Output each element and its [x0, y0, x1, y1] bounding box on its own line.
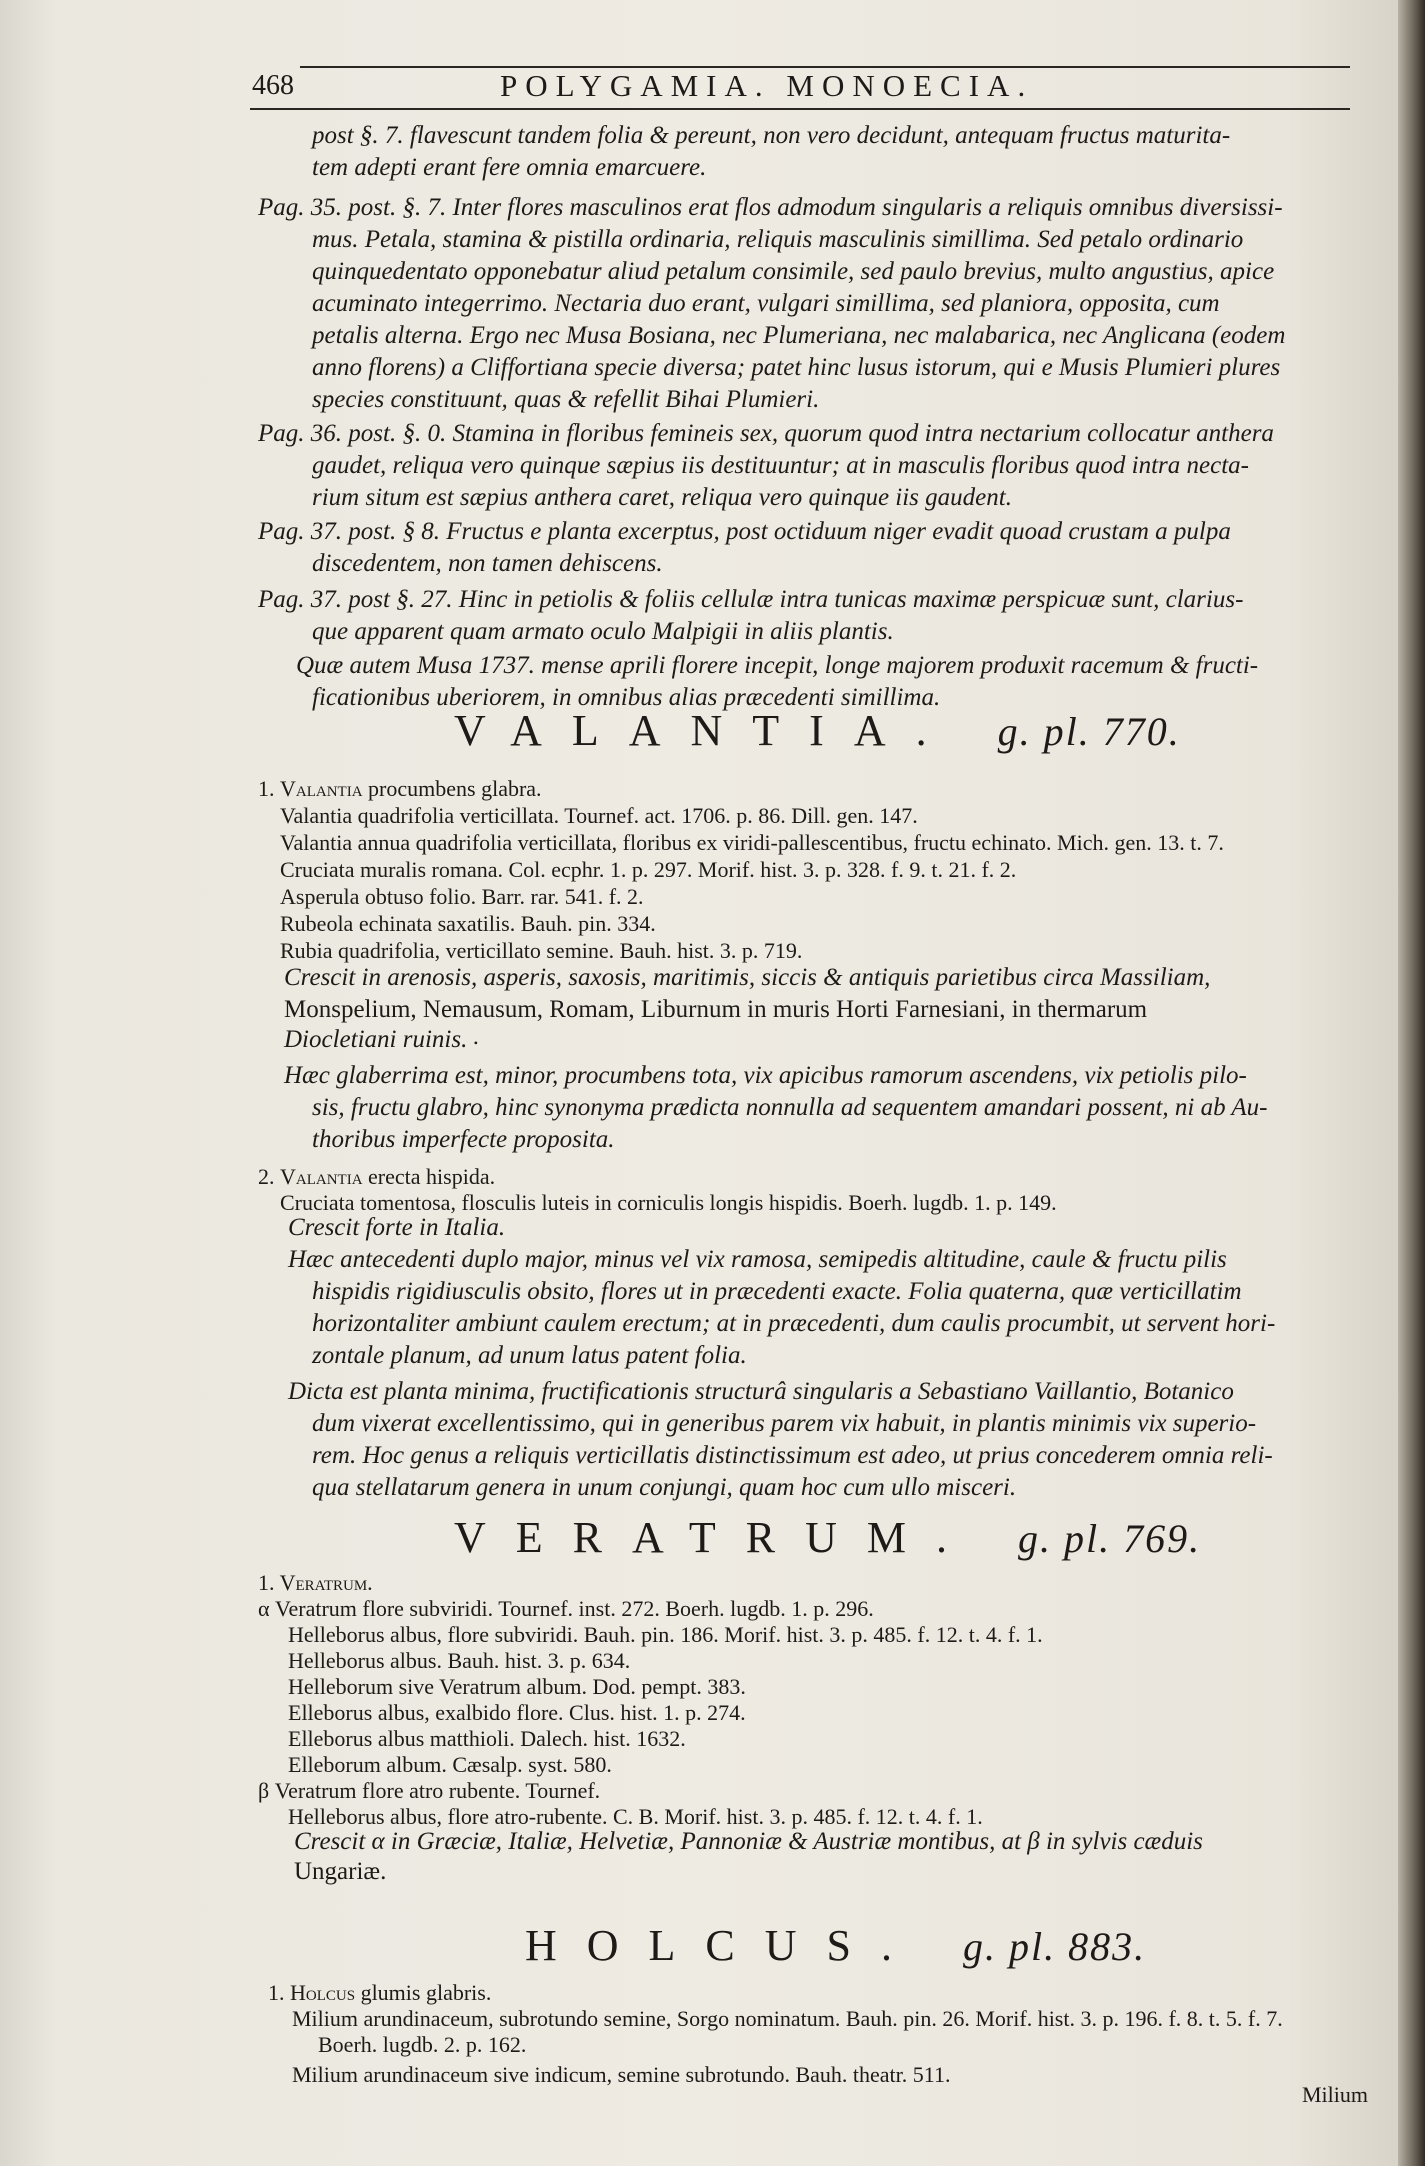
synonym-line: Rubia quadrifolia, verticillato semine. Bauh. hist. 3. p. 719.	[280, 938, 803, 963]
text-line: post §. 7. flavescunt tandem folia & pereunt, non vero decidunt, antequam fructus maturita-	[312, 122, 1231, 149]
text-line: Pag. 37. post. § 8. Fructus e planta excerptus, post octiduum niger evadit quoad crustam a pulpa	[258, 518, 1231, 545]
synonym-line: Asperula obtuso folio. Barr. rar. 541. f. 2.	[280, 884, 644, 909]
page-number: 468	[252, 70, 294, 101]
habitat-line: Crescit in arenosis, asperis, saxosis, maritimis, siccis & antiquis parietibus circa Massiliam,	[284, 964, 1211, 991]
book-gutter-edge	[1398, 0, 1425, 2166]
species-heading: 1. Holcus glumis glabris.	[268, 1980, 492, 2005]
text-line: discedentem, non tamen dehiscens.	[312, 550, 663, 577]
text-line: anno florens) a Cliffortiana specie diversa; patet hinc lusus istorum, qui e Musis Plumieri plures	[312, 354, 1281, 381]
description-line: Hæc glaberrima est, minor, procumbens tota, vix apicibus ramorum ascendens, vix petiolis pilo-	[284, 1062, 1247, 1089]
genus-heading: HOLCUS. g. pl. 883.	[525, 1921, 1147, 1970]
genus-heading: VERATRUM. g. pl. 769.	[454, 1513, 1202, 1562]
species-heading: 1. Veratrum.	[258, 1570, 373, 1595]
description-line: rem. Hoc genus a reliquis verticillatis distinctissimum est adeo, ut prius concederem omnia reli-	[312, 1442, 1273, 1469]
synonym-line: β Veratrum flore atro rubente. Tournef.	[258, 1778, 601, 1803]
synonym-line: Milium arundinaceum, subrotundo semine, Sorgo nominatum. Bauh. pin. 26. Morif. hist. 3. p. 196. f. 8. t. 5. f. 7.	[292, 2006, 1283, 2031]
synonym-line: Elleborus albus matthioli. Dalech. hist. 1632.	[288, 1726, 686, 1751]
habitat-line: Ungariæ.	[294, 1858, 387, 1885]
description-line: hispidis rigidiusculis obsito, flores ut in præcedenti exacte. Folia quaterna, quæ verticillatim	[312, 1278, 1242, 1305]
text-line: Pag. 37. post §. 27. Hinc in petiolis & foliis cellulæ intra tunicas maximæ perspicuæ sunt, clarius-	[258, 586, 1244, 613]
synonym-line: Boerh. lugdb. 2. p. 162.	[318, 2032, 527, 2057]
text-line: Pag. 35. post. §. 7. Inter flores masculinos erat flos admodum singularis a reliquis omnibus diversissi-	[258, 194, 1283, 221]
description-line: Hæc antecedenti duplo major, minus vel vix ramosa, semipedis altitudine, caule & fructu pilis	[288, 1246, 1227, 1273]
header-rule-bottom	[250, 108, 1350, 110]
synonym-line: Cruciata muralis romana. Col. ecphr. 1. p. 297. Morif. hist. 3. p. 328. f. 9. t. 21. f. 2.	[280, 857, 1017, 882]
synonym-line: Helleborus albus. Bauh. hist. 3. p. 634.	[288, 1648, 631, 1673]
synonym-line: Cruciata tomentosa, flosculis luteis in corniculis longis hispidis. Boerh. lugdb. 1. p. 149.	[280, 1190, 1057, 1215]
species-heading: 1. Valantia procumbens glabra.	[258, 776, 542, 801]
text-line: que apparent quam armato oculo Malpigii in aliis plantis.	[312, 618, 894, 645]
habitat-line: Diocletiani ruinis. •	[284, 1026, 478, 1053]
text-line: tem adepti erant fere omnia emarcuere.	[312, 154, 707, 181]
synonym-line: Elleborum album. Cæsalp. syst. 580.	[288, 1752, 612, 1777]
synonym-line: Helleborum sive Veratrum album. Dod. pempt. 383.	[288, 1674, 746, 1699]
text-line: Quæ autem Musa 1737. mense aprili florere incepit, longe majorem produxit racemum & fructi-	[296, 652, 1259, 679]
description-line: horizontaliter ambiunt caulem erectum; at in præcedenti, dum caulis procumbit, ut servent hori-	[312, 1310, 1276, 1337]
habitat-line: Crescit α in Græciæ, Italiæ, Helvetiæ, Pannoniæ & Austriæ montibus, at β in sylvis cæduis	[294, 1828, 1203, 1855]
page-header	[250, 66, 1350, 110]
synonym-line: Helleborus albus, flore subviridi. Bauh. pin. 186. Morif. hist. 3. p. 485. f. 12. t. 4. f. 1.	[288, 1622, 1043, 1647]
running-head: POLYGAMIA. MONOECIA.	[500, 68, 1034, 103]
synonym-line: Helleborus albus, flore atro-rubente. C. B. Morif. hist. 3. p. 485. f. 12. t. 4. f. 1.	[288, 1804, 983, 1829]
synonym-line: Valantia annua quadrifolia verticillata, floribus ex viridi-pallescentibus, fructu echinato. Mich. gen. 13. t. 7.	[280, 830, 1224, 855]
catchword: Milium	[1302, 2082, 1369, 2107]
genus-heading: VALANTIA. g. pl. 770.	[454, 706, 1181, 755]
text-line: acuminato integerrimo. Nectaria duo erant, vulgari simillima, sed planiora, opposita, cum	[312, 290, 1220, 317]
synonym-line: Elleborus albus, exalbido flore. Clus. hist. 1. p. 274.	[288, 1700, 746, 1725]
text-line: gaudet, reliqua vero quinque sæpius iis destituuntur; at in masculis floribus quod intra necta-	[312, 452, 1249, 479]
text-line: ficationibus uberiorem, in omnibus alias præcedenti simillima.	[312, 684, 941, 711]
habitat-line: Monspelium, Nemausum, Romam, Liburnum in muris Horti Farnesiani, in thermarum	[284, 996, 1148, 1023]
text-line: Pag. 36. post. §. 0. Stamina in floribus femineis sex, quorum quod intra nectarium collocatur anthera	[258, 420, 1274, 447]
description-line: zontale planum, ad unum latus patent folia.	[312, 1342, 747, 1369]
description-line: thoribus imperfecte proposita.	[312, 1126, 615, 1153]
text-line: quinquedentato opponebatur aliud petalum consimile, sed paulo brevius, multo angustius, apice	[312, 258, 1275, 285]
description-line: Dicta est planta minima, fructificationis structurâ singularis a Sebastiano Vaillantio, Botanico	[288, 1378, 1234, 1405]
text-line: mus. Petala, stamina & pistilla ordinaria, reliquis masculinis simillima. Sed petalo ordinario	[312, 226, 1244, 253]
synonym-line: α Veratrum flore subviridi. Tournef. inst. 272. Boerh. lugdb. 1. p. 296.	[258, 1596, 874, 1621]
text-line: species constituunt, quas & refellit Bihai Plumieri.	[312, 386, 820, 413]
text-line: petalis alterna. Ergo nec Musa Bosiana, nec Plumeriana, nec malabarica, nec Anglicana (eodem	[312, 322, 1286, 349]
synonym-line: Valantia quadrifolia verticillata. Tournef. act. 1706. p. 86. Dill. gen. 147.	[280, 803, 918, 828]
description-line: qua stellatarum genera in unum conjungi, quam hoc cum ullo misceri.	[312, 1474, 1017, 1501]
synonym-line: Milium arundinaceum sive indicum, semine subrotundo. Bauh. theatr. 511.	[292, 2062, 951, 2087]
text-line: rium situm est sæpius anthera caret, reliqua vero quinque iis gaudent.	[312, 484, 1012, 511]
description-line: dum vixerat excellentissimo, qui in generibus parem vix habuit, in plantis minimis vix superio-	[312, 1410, 1257, 1437]
description-line: sis, fructu glabro, hinc synonyma prædicta nonnulla ad sequentem amandari possent, ni ab Au-	[312, 1094, 1268, 1121]
habitat-line: Crescit forte in Italia.	[288, 1214, 506, 1241]
synonym-line: Rubeola echinata saxatilis. Bauh. pin. 334.	[280, 911, 656, 936]
species-heading: 2. Valantia erecta hispida.	[258, 1164, 496, 1189]
